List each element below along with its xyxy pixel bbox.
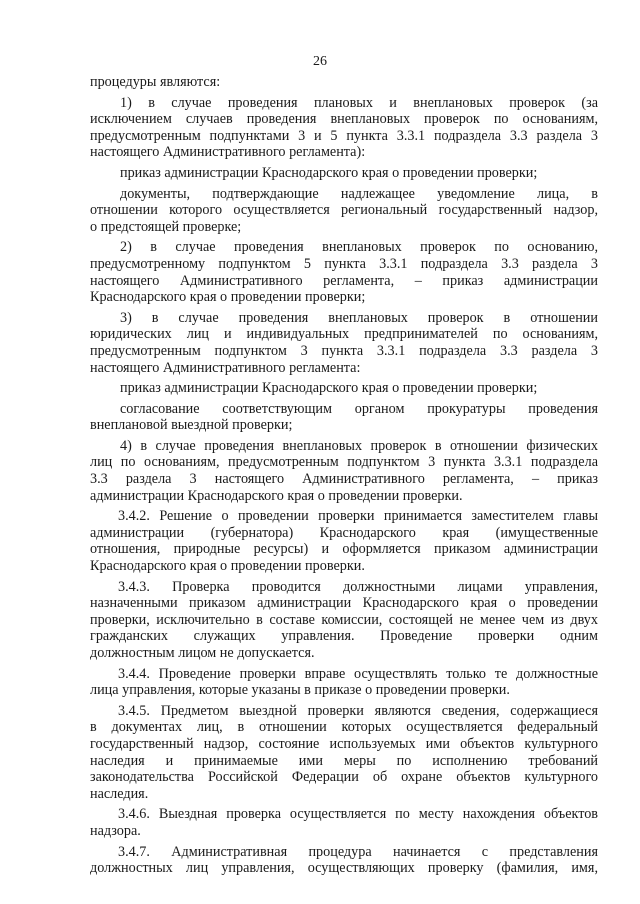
text-line: настоящего Административного регламента): bbox=[90, 144, 366, 161]
text-line: 3.4.4. Проведение проверки вправе осуществлять только те должностные bbox=[118, 665, 598, 682]
text-line: надзора. bbox=[90, 822, 141, 839]
text-line: 3.4.5. Предметом выездной проверки являются сведения, содержащиеся bbox=[118, 702, 598, 719]
text-line: назначенными приказом администрации Краснодарского края о проведении bbox=[90, 595, 598, 612]
text-line: гражданских служащих управления. Проведение проверки одним bbox=[90, 628, 598, 645]
text-line: 3.4.3. Проверка проводится должностными лицами управления, bbox=[118, 578, 598, 595]
text-line: в документах лиц, в отношении которых осуществляется федеральный bbox=[90, 719, 598, 736]
text-line: должностным лицом не допускается. bbox=[90, 645, 315, 661]
page-number: 26 bbox=[313, 54, 327, 69]
text-line: отношении которого осуществляется региональный государственный надзор, bbox=[90, 202, 598, 219]
text-line: наследия и принимаемые ими меры по исполнению требований bbox=[90, 752, 598, 769]
text-line: 1) в случае проведения плановых и внеплановых проверок (за bbox=[120, 94, 598, 111]
text-line: 3.4.7. Административная процедура начинается с представления bbox=[118, 843, 598, 860]
text-line: проверки, исключительно в составе комиссии, состоящей не менее чем из двух bbox=[90, 611, 598, 628]
text-line: настоящего Административного регламента: bbox=[90, 359, 361, 376]
text-line: Краснодарского края о проведении проверки. bbox=[90, 558, 365, 575]
text-line: отношения, природные ресурсы) и оформляется приказом администрации bbox=[90, 541, 598, 558]
text-line: процедуры являются: bbox=[90, 74, 221, 90]
text-line: документы, подтверждающие надлежащее уведомление лица, в bbox=[120, 185, 598, 202]
text-line: 3.4.2. Решение о проведении проверки принимается заместителем главы bbox=[118, 508, 598, 525]
text-line: предусмотренным подпунктами 3 и 5 пункта 3.3.1 подраздела 3.3 раздела 3 bbox=[90, 127, 598, 144]
text-line: администрации Краснодарского края о проведении проверки. bbox=[90, 487, 463, 504]
text-line: согласование соответствующим органом прокуратуры проведения bbox=[120, 400, 598, 417]
text-line: 3.4.6. Выездная проверка осуществляется по месту нахождения объектов bbox=[118, 806, 598, 823]
text-line: исключением случаев проведения внеплановых проверок по основаниям, bbox=[90, 111, 598, 128]
text-line: приказ администрации Краснодарского края о проведении проверки; bbox=[120, 164, 538, 181]
text-line: законодательства Российской Федерации об охране объектов культурного bbox=[90, 769, 598, 786]
text-line: предусмотренному подпунктом 5 пункта 3.3.1 подраздела 3.3 раздела 3 bbox=[90, 255, 598, 272]
text-line: 3.3 раздела 3 настоящего Административного регламента, – приказ bbox=[90, 471, 598, 488]
text-line: внеплановой выездной проверки; bbox=[90, 417, 293, 434]
text-line: 4) в случае проведения внеплановых проверок в отношении физических bbox=[120, 437, 598, 454]
text-line: приказ администрации Краснодарского края о проведении проверки; bbox=[120, 380, 538, 397]
text-line: 3) в случае проведения внеплановых проверок в отношении bbox=[120, 309, 598, 326]
text-line: настоящего Административного регламента, – приказ администрации bbox=[90, 272, 598, 289]
text-line: лица управления, которые указаны в приказе о проведении проверки. bbox=[90, 682, 510, 699]
text-line: 2) в случае проведения внеплановых проверок по основанию, bbox=[120, 239, 598, 256]
text-line: Краснодарского края о проведении проверки; bbox=[90, 289, 366, 306]
document-body bbox=[90, 74, 598, 877]
text-line: должностных лиц управления, осуществляющих проверку (фамилия, имя, bbox=[90, 860, 598, 877]
text-line: предусмотренным подпунктом 3 пункта 3.3.1 подраздела 3.3 раздела 3 bbox=[90, 342, 598, 359]
text-line: о предстоящей проверке; bbox=[90, 218, 242, 235]
text-line: юридических лиц и индивидуальных предпринимателей по основаниям, bbox=[90, 326, 598, 343]
text-line: государственный надзор, состояние используемых ими объектов культурного bbox=[90, 735, 598, 752]
text-line: лиц по основаниям, предусмотренным подпунктом 3 пункта 3.3.1 подраздела bbox=[90, 454, 598, 471]
text-line: администрации (губернатора) Краснодарского края (имущественные bbox=[90, 524, 598, 541]
text-line: наследия. bbox=[90, 785, 149, 802]
